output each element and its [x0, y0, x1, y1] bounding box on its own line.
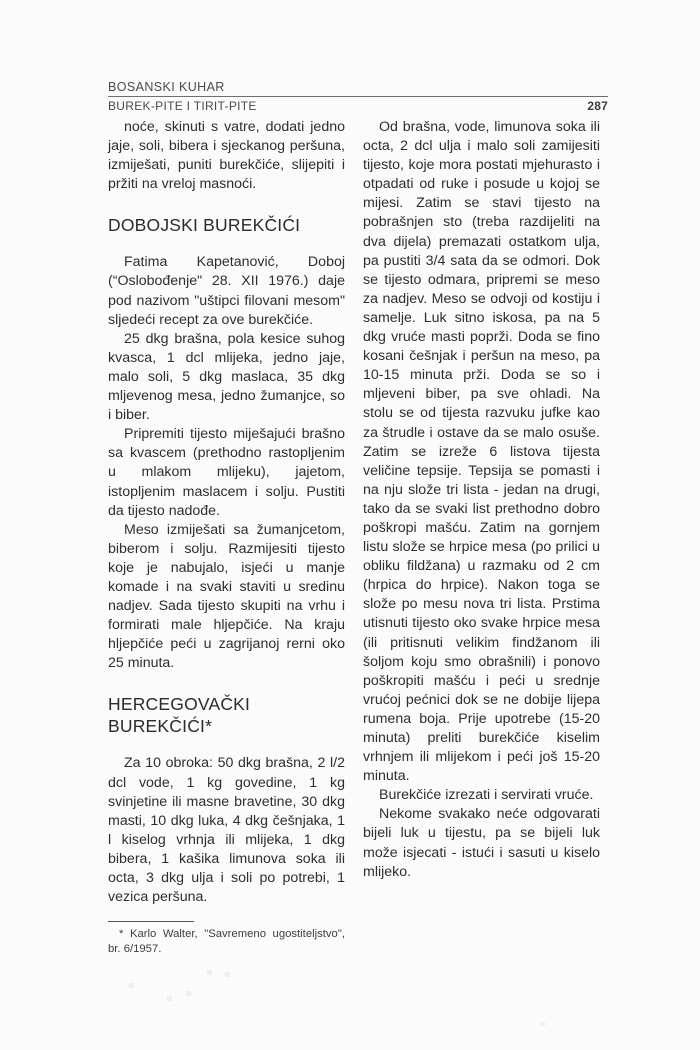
section-title: BUREK-PITE I TIRIT-PITE: [108, 99, 257, 113]
spacer: [108, 673, 345, 693]
footnote: [108, 921, 345, 956]
footnote-text: * Karlo Walter, "Savremeno ugostiteljstvo", br. 6/1957.: [108, 928, 345, 955]
footnote-divider: [108, 921, 194, 922]
recipe-paragraph: Burekčiće izrezati i servirati vruće.: [379, 787, 594, 804]
book-title: BOSANSKI KUHAR: [108, 80, 225, 94]
recipe-ingredients: 25 dkg brašna, pola kesice suhog kvasca, 1 dcl mlijeka, jedno jaje, malo soli, 5 dkg maslaca, 35 dkg mljevenog mesa, jedno žumanjce, so i biber.: [108, 330, 345, 424]
recipe-paragraph: Meso izmiješati sa žumanjcetom, biberom i solju. Razmijesiti tijesto koje je nabujalo, isjeći u manje komade i na svaki staviti u sredinu nadjev. Sada tijesto skupiti na vrhu i formirati male hljepčiće. Na kraju hljepčiće peći u zagrijanoj rerni oko 25 minuta.: [108, 521, 345, 672]
right-column: [363, 118, 600, 956]
scan-speckle: [186, 991, 191, 996]
scan-speckle: [541, 1022, 545, 1026]
scan-speckle: [207, 970, 212, 975]
spacer: [108, 737, 345, 754]
continued-paragraph: noće, skinuti s vatre, dodati jedno jaje, soli, bibera i sjeckanog peršuna, izmiješati, puniti burekčiće, slijepiti i pržiti na vreloj masnoći.: [108, 119, 345, 193]
page-number: 287: [587, 99, 608, 113]
body-columns: [108, 118, 600, 956]
recipe-title-dobojski: DOBOJSKI BUREKČIĆI: [108, 215, 301, 236]
running-head: [108, 80, 608, 113]
scan-speckle: [225, 972, 230, 977]
left-column: [108, 118, 345, 956]
recipe-paragraph: Pripremiti tijesto miješajući brašno sa kvascem (prethodno rastopljenim u mlakom mlijeku), jajetom, istopljenim maslacem i solju. Pustiti da tijesto nadođe.: [108, 426, 345, 519]
recipe-paragraph: Od brašna, vode, limunova soka ili octa, 2 dcl ulja i malo soli zamijesiti tijesto, koje mora postati mjehurasto i otpadati od ruke i posude u kojoj se mijesi. Zatim se stavi tijesto na pobrašnjen sto (treba razdijeliti na dva dijela) premazati ostatkom ulja, pa pustiti 3/4 sata da se odmori. Dok se tijesto odmara, pripremi se meso za nadjev. Meso se odvoji od kostiju i samelje. Luk sitno iskosa, pa na 5 dkg vruće masti poprži. Doda se fino kosani češnjak i peršun na meso, pa 10-15 minuta prži. Doda se so i mljeveni biber, pa sve ohladi. Na stolu se od tijesta razvuku jufke kao za štrudle i ostave da se malo osuše. Zatim se izreže 6 listova tijesta veličine tepsije. Tepsija se pomasti i na nju slože tri lista - jedan na drugi, tako da se svaki list prethodno dobro poškropi mašću. Zatim na gornjem listu slože se hrpice mesa (po prilici u obliku fildžana) u razmaku od 2 cm (hrpica do hrpice). Nakon toga se slože po mesu nova tri lista. Prstima utisnuti tijesto oko svake hrpice mesa (ili pritisnuti velikim findžanom ili šoljom koju smo obrašnili) i ponovo poškropiti mašću i peći u srednje vrućoj pećnici dok se ne dobije lijepa rumena boja. Prije upotrebe (15-20 minuta) preliti burekčiće kiselim vrhnjem ili mlijekom i peći još 15-20 minuta.: [363, 119, 600, 785]
recipe-title-hercegovacki: HERCEGOVAČKI BUREKČIĆI*: [108, 694, 251, 737]
recipe-paragraph: Fatima Kapetanović, Doboj (“Oslobođenje" 28. XII 1976.) daje pod nazivom "uštipci filovani mesom" sljedeći recept za ove burekčiće.: [108, 254, 345, 328]
recipe-paragraph: Nekome svakako neće odgovarati bijeli luk u tijestu, pa se bijeli luk može isjecati - istući i sasuti u kiselo mlijeko.: [363, 806, 600, 880]
spacer: [108, 194, 345, 214]
spacer: [108, 236, 345, 253]
scan-speckle: [167, 996, 172, 1001]
scan-speckle: [129, 983, 134, 988]
recipe-ingredients: Za 10 obroka: 50 dkg brašna, 2 l/2 dcl vode, 1 kg govedine, 1 kg svinjetine ili masne bravetine, 30 dkg masti, 10 dkg luka, 4 dkg češnjaka, 1 l kiselog vrhnja ili mlijeka, 1 dkg bibera, 1 kašika limunova soka ili octa, 3 dkg ulja i soli po potrebi, 1 vezica peršuna.: [108, 755, 345, 906]
